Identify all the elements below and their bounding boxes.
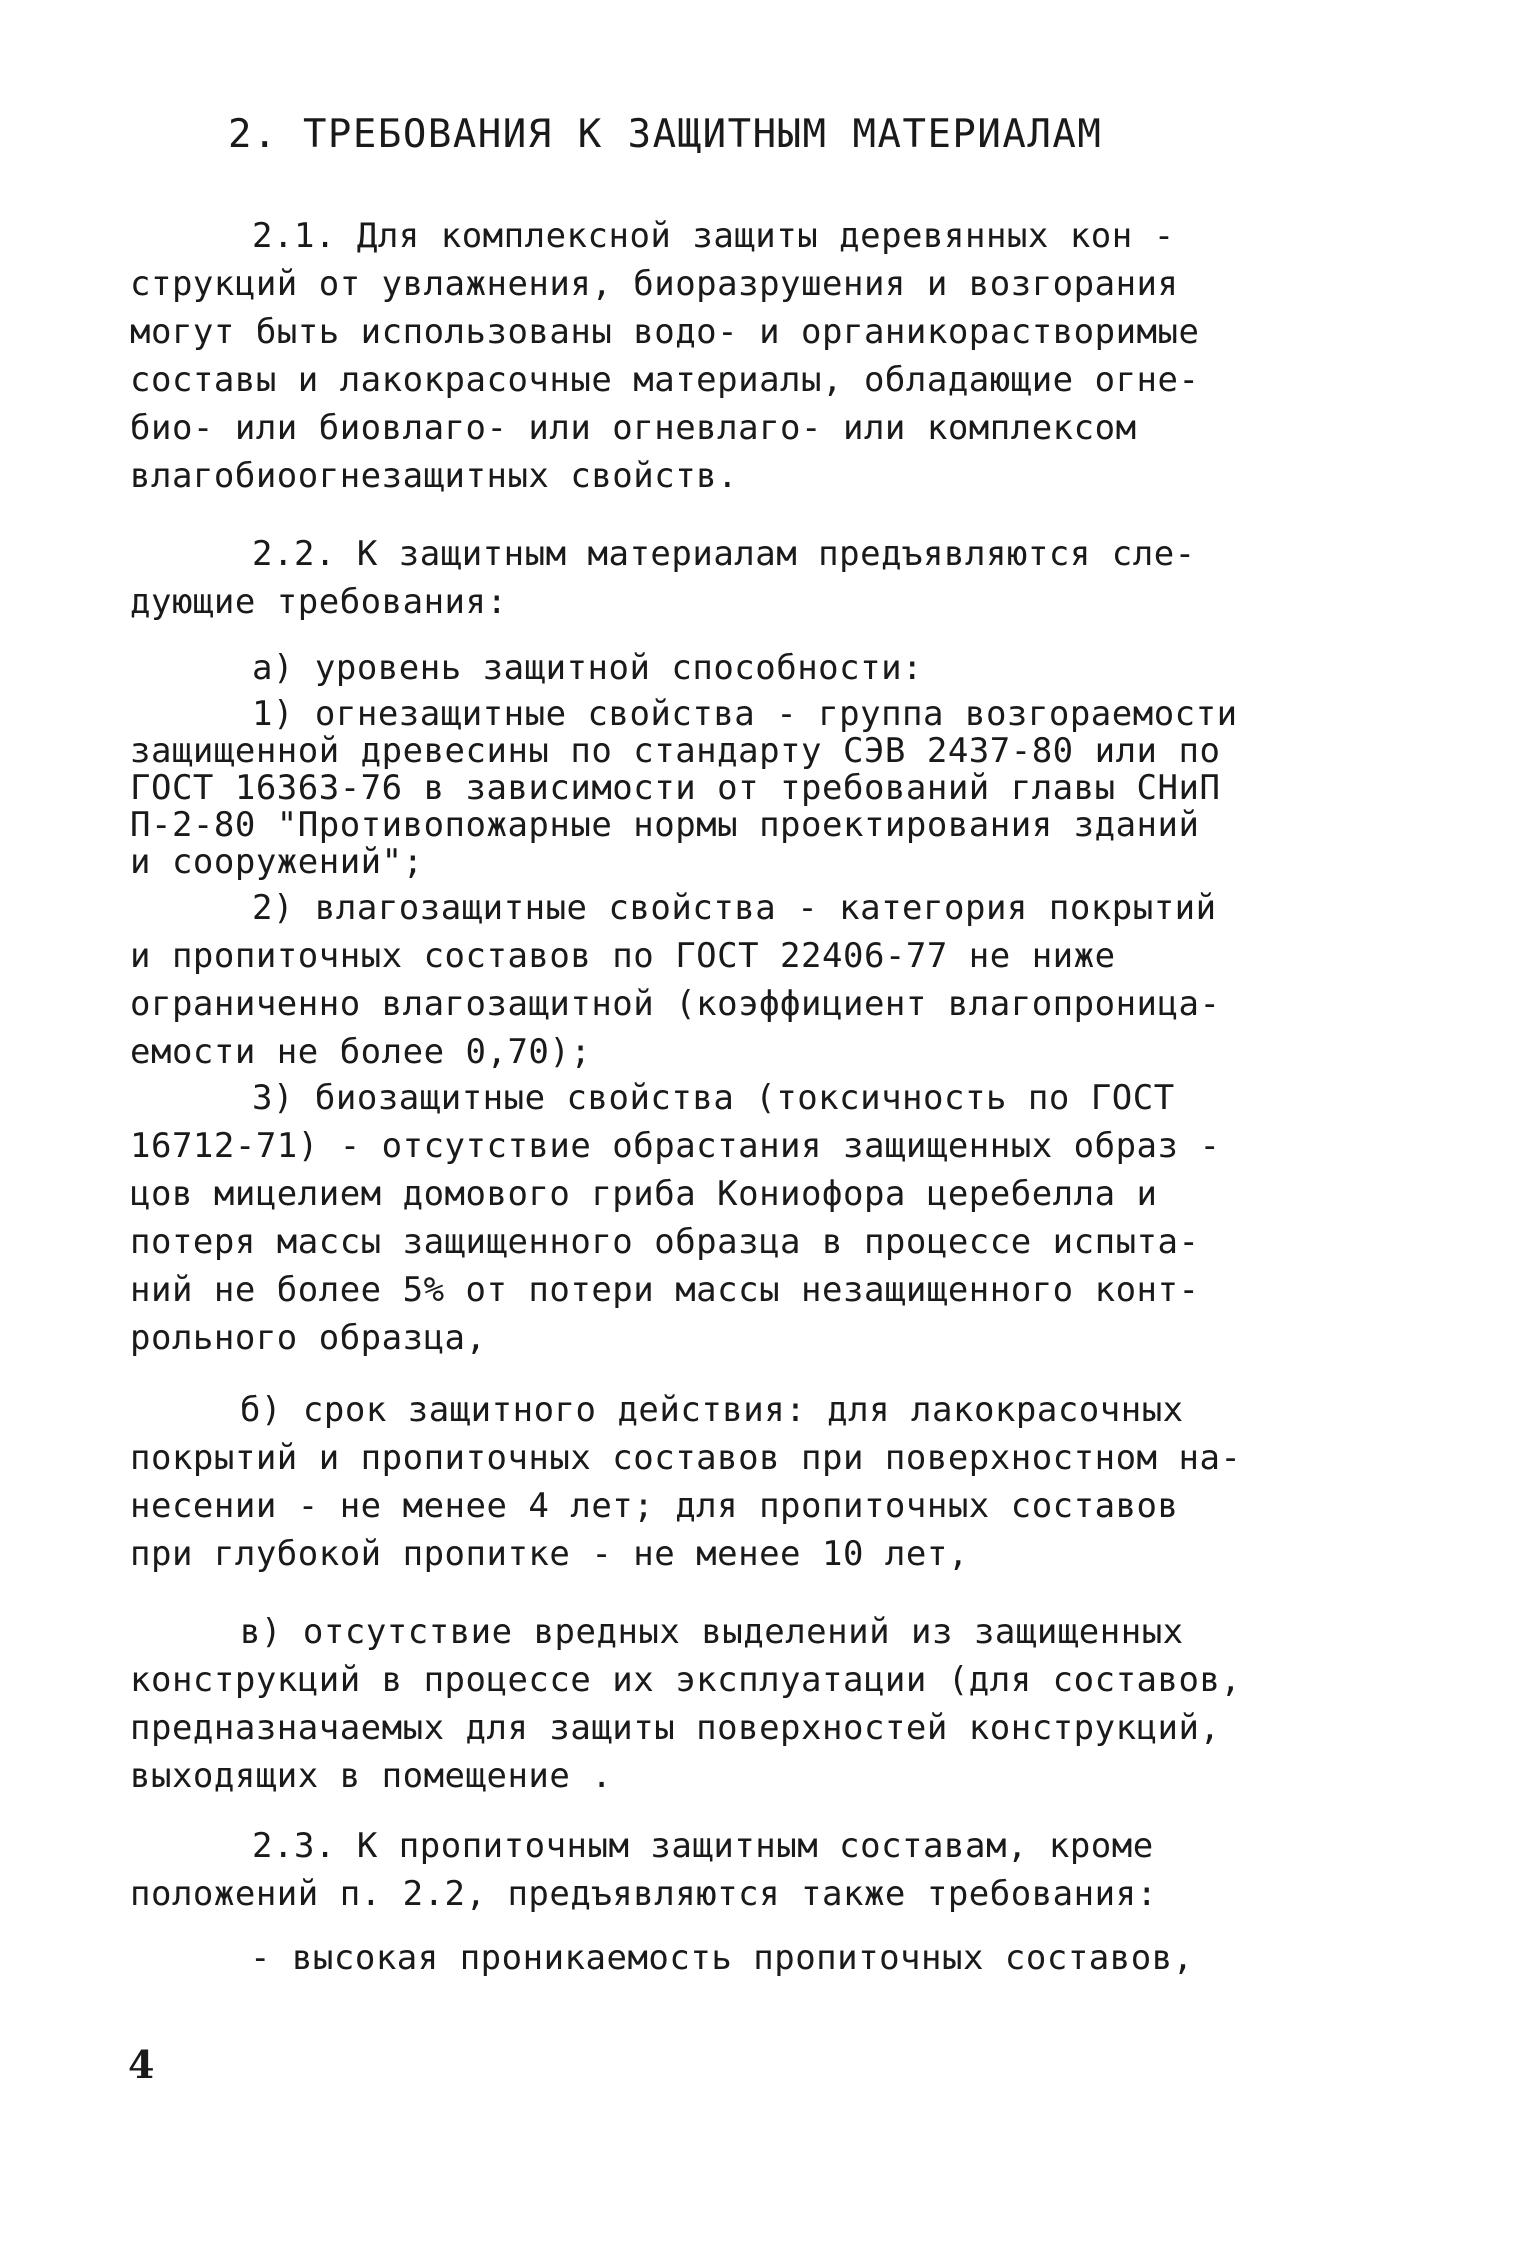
text-line: положений п. 2.2, предъявляются также требования: xyxy=(130,1874,1158,1914)
text-line: и пропиточных составов по ГОСТ 22406-77 не ниже xyxy=(130,936,1116,976)
text-line: выходящих в помещение . xyxy=(130,1756,613,1796)
item-a xyxy=(130,644,1420,692)
text-line: 1) огнезащитные свойства - группа возгораемости xyxy=(252,694,1238,734)
item-a-2 xyxy=(130,884,1420,1076)
text-line: в) отсутствие вредных выделений из защищенных xyxy=(240,1612,1184,1652)
text-line: защищенной древесины по стандарту СЭВ 2437-80 или по xyxy=(130,731,1221,771)
paragraph-2-3 xyxy=(130,1822,1420,1918)
text-line: - высокая проникаемость пропиточных составов, xyxy=(250,1938,1194,1978)
item-a-1 xyxy=(130,696,1420,881)
section-heading: 2. ТРЕБОВАНИЯ К ЗАЩИТНЫМ МАТЕРИАЛАМ xyxy=(228,112,1103,157)
text-line: 2.3. К пропиточным защитным составам, кроме xyxy=(252,1826,1154,1866)
text-line: ний не более 5% от потери массы незащищенного конт- xyxy=(130,1270,1200,1310)
item-v xyxy=(130,1608,1420,1800)
text-line: и сооружений"; xyxy=(130,842,424,882)
text-line: рольного образца, xyxy=(130,1318,487,1358)
text-line: потеря массы защищенного образца в процессе испыта- xyxy=(130,1222,1200,1262)
text-line: могут быть использованы водо- и органикорастворимые xyxy=(130,312,1200,352)
text-line: емости не более 0,70); xyxy=(130,1032,592,1072)
text-line: покрытий и пропиточных составов при поверхностном на- xyxy=(130,1438,1242,1478)
text-line: ГОСТ 16363-76 в зависимости от требований главы СНиП xyxy=(130,768,1221,808)
text-line: дующие требования: xyxy=(130,582,508,622)
text-line: 2.1. Для комплексной защиты деревянных кон - xyxy=(252,216,1175,256)
text-line: 3) биозащитные свойства (токсичность по ГОСТ xyxy=(252,1078,1175,1118)
text-line: ограниченно влагозащитной (коэффициент влагопроница- xyxy=(130,984,1221,1024)
text-line: 2) влагозащитные свойства - категория покрытий xyxy=(252,888,1217,928)
page-number: 4 xyxy=(128,2042,155,2087)
item-b xyxy=(130,1386,1420,1578)
text-line: П-2-80 "Противопожарные нормы проектирования зданий xyxy=(130,805,1200,845)
text-line: б) срок защитного действия: для лакокрасочных xyxy=(240,1390,1184,1430)
text-line: био- или биовлаго- или огневлаго- или комплексом xyxy=(130,408,1137,448)
text-line: несении - не менее 4 лет; для пропиточных составов xyxy=(130,1486,1179,1526)
paragraph-2-1 xyxy=(130,212,1420,500)
text-line: струкций от увлажнения, биоразрушения и возгорания xyxy=(130,264,1179,304)
text-line: а) уровень защитной способности: xyxy=(252,648,924,688)
text-line: 16712-71) - отсутствие обрастания защищенных образ - xyxy=(130,1126,1221,1166)
text-line: 2.2. К защитным материалам предъявляются сле- xyxy=(252,534,1196,574)
text-line: влагобиоогнезащитных свойств. xyxy=(130,456,739,496)
text-line: при глубокой пропитке - не менее 10 лет, xyxy=(130,1534,969,1574)
paragraph-2-2 xyxy=(130,530,1420,626)
text-line: составы и лакокрасочные материалы, обладающие огне- xyxy=(130,360,1200,400)
dash-item xyxy=(130,1934,1420,1982)
item-a-3 xyxy=(130,1074,1420,1362)
text-line: конструкций в процессе их эксплуатации (для составов, xyxy=(130,1660,1242,1700)
text-line: цов мицелием домового гриба Кониофора церебелла и xyxy=(130,1174,1158,1214)
text-line: предназначаемых для защиты поверхностей конструкций, xyxy=(130,1708,1221,1748)
